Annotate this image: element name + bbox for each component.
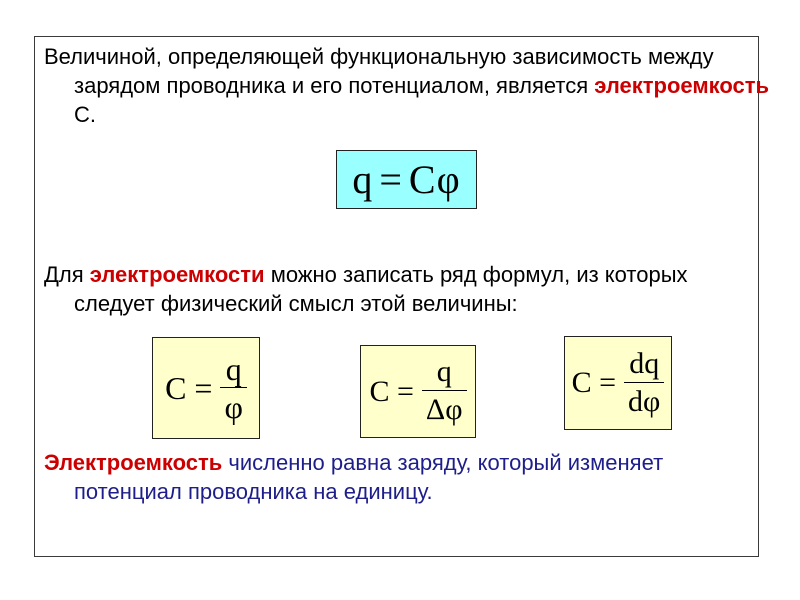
formula-main-equals: = (379, 157, 403, 202)
fraction-numerator: dq (629, 346, 660, 380)
formula-lhs: C = (165, 369, 213, 406)
paragraph-definition-text: Величиной, определяющей функциональную зависимость между зарядом проводника и его потенциалом, является (44, 44, 714, 98)
formula-c-q-phi (152, 337, 260, 439)
term-capacitance: электроемкость (594, 73, 770, 98)
fraction-denominator: dφ (628, 384, 661, 418)
fraction (422, 354, 467, 429)
formula-c-q-delta-phi (360, 345, 476, 438)
paragraph-formulas-intro-start: Для (44, 262, 90, 287)
formula-main-left: q (352, 157, 374, 202)
paragraph-meaning-text: численно равна заряду, который изменяет потенциал проводника на единицу. (74, 450, 664, 504)
paragraph-definition-end: С. (74, 102, 96, 127)
fraction-denominator: Δφ (425, 393, 463, 426)
paragraph-meaning (44, 448, 774, 506)
formula-lhs: C = (571, 366, 617, 399)
term-capacitance-2: электроемкости (89, 262, 265, 287)
fraction (220, 351, 246, 426)
fraction-denominator: φ (224, 388, 243, 425)
paragraph-formulas-intro-text: можно записать ряд формул, из которых следует физический смысл этой величины: (74, 262, 688, 316)
formula-c-dq-dphi (564, 336, 672, 430)
paragraph-formulas-intro (44, 260, 774, 318)
term-capacitance-3: Электроемкость (44, 450, 223, 475)
fraction-numerator: q (225, 350, 242, 387)
paragraph-definition (44, 42, 774, 129)
formula-lhs: C = (369, 374, 414, 408)
formula-main-right: Cφ (408, 157, 461, 202)
fraction-numerator: q (436, 355, 452, 388)
fraction (624, 346, 664, 421)
formula-main (336, 150, 477, 209)
